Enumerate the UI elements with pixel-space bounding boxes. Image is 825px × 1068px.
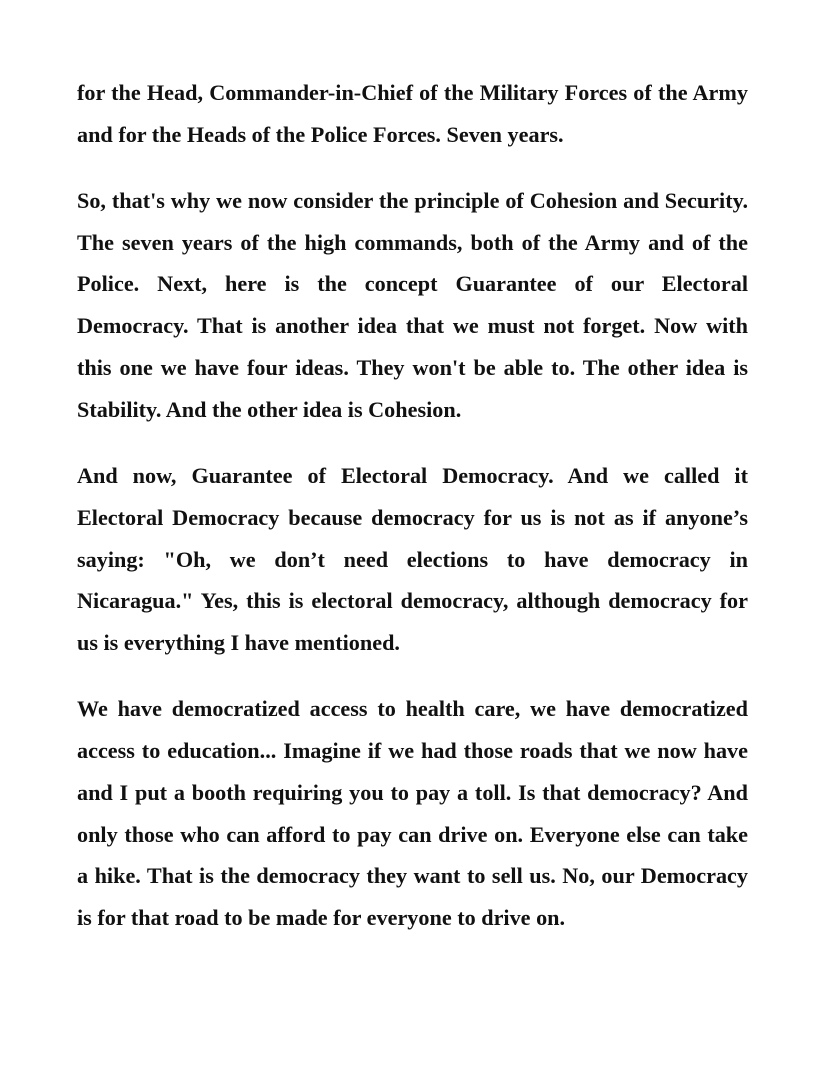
paragraph-3: And now, Guarantee of Electoral Democracy. And we called it Electoral Democracy because democracy for us is not as if anyone’s saying: "Oh, we don’t need elections to have democracy in Nicaragua." Yes, this is electoral democracy, although democracy for us is everything I have mentioned. (77, 462, 748, 656)
paragraph-2: So, that's why we now consider the principle of Cohesion and Security. The seven years of the high commands, both of the Army and of the Police. Next, here is the concept Guarantee of our Electoral Democracy. That is another idea that we must not forget. Now with this one we have four ideas. They won't be able to. The other idea is Stability. And the other idea is Cohesion. (77, 187, 748, 422)
document-page (77, 72, 748, 963)
paragraph-1: for the Head, Commander-in-Chief of the Military Forces of the Army and for the Heads of the Police Forces. Seven years. (77, 80, 748, 147)
paragraph-4: We have democratized access to health care, we have democratized access to education... Imagine if we had those roads that we now have and I put a booth requiring you to pay a toll. Is that democracy? And only those who can afford to pay can drive on. Everyone else can take a hike. That is the democracy they want to sell us. No, our Democracy is for that road to be made for everyone to drive on. (77, 696, 748, 931)
